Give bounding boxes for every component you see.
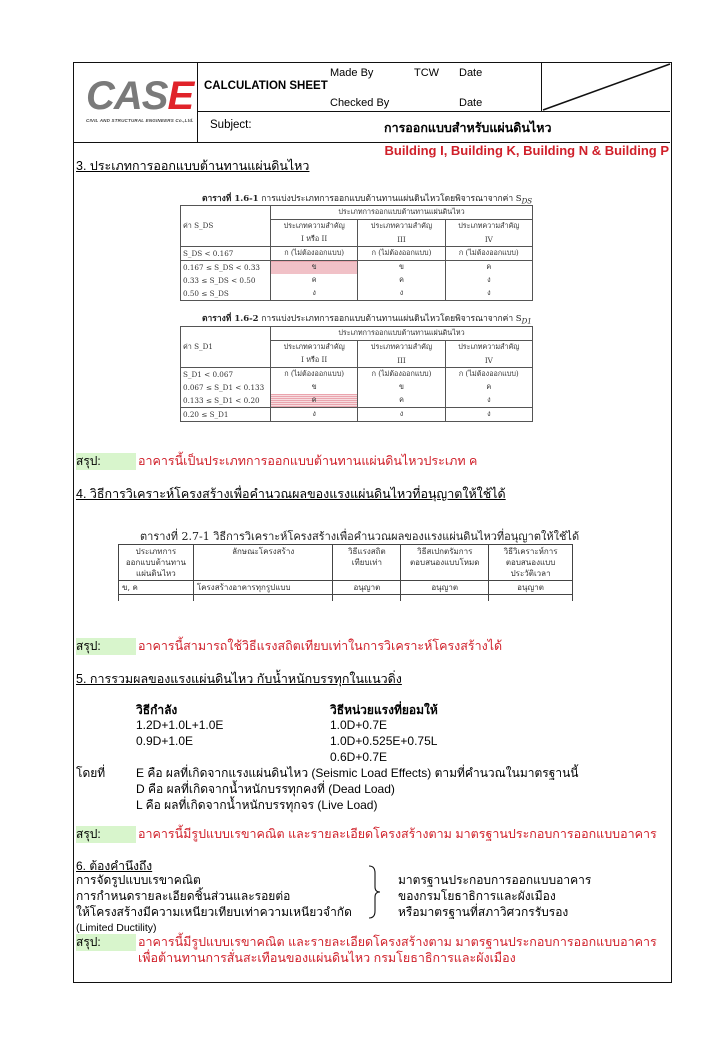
table-1-6-2-caption [202, 311, 532, 326]
caption-subscript: D1 [521, 316, 532, 326]
range-cell: 0.50 ≤ S_DS [181, 287, 271, 301]
sheet-title: CALCULATION SHEET [204, 80, 328, 92]
col-header: ประเภทความสำคัญ [271, 220, 358, 234]
header-line: วิธีแรงสถิต [348, 547, 386, 556]
col-header-sd1: ค่า S_D1 [181, 327, 271, 368]
strength-combo: 1.2D+1.0L+1.0E [136, 718, 224, 732]
standard-reference: ของกรมโยธาธิการและผังเมือง [398, 889, 556, 903]
sheet-header [74, 63, 670, 143]
table-1-6-1 [180, 205, 533, 301]
table-row [181, 381, 533, 394]
permission-cell: อนุญาต [489, 581, 573, 595]
calculation-sheet [73, 62, 672, 983]
logo-red-letter: E [167, 74, 194, 118]
range-cell: 0.20 ≤ S_D1 [181, 408, 271, 422]
asd-combo: 0.6D+0.7E [330, 750, 388, 764]
value-cell: ค [271, 274, 358, 287]
highlighted-cell: ข [271, 261, 358, 275]
company-logo [74, 63, 198, 143]
consideration-item: การจัดรูปแบบเรขาคณิต [76, 873, 201, 887]
checked-date-label: Date [459, 97, 483, 109]
table-row [181, 247, 533, 261]
made-date-label: Date [459, 67, 483, 79]
table-2-7-1 [118, 544, 573, 601]
value-cell: ข [271, 381, 358, 394]
value-cell: ก (ไม่ต้องออกแบบ) [358, 368, 445, 382]
subject-value: การออกแบบสำหรับแผ่นดินไหว [384, 121, 552, 135]
asd-method-header: วิธีหน่วยแรงที่ยอมให้ [330, 703, 438, 717]
col-header: ประเภทความสำคัญ [271, 341, 358, 355]
table-row [181, 394, 533, 408]
col-header-structure-type: ลักษณะโครงสร้าง [193, 545, 333, 581]
group-header: ประเภทการออกแบบต้านทานแผ่นดินไหว [271, 327, 533, 341]
value-cell: ก (ไม่ต้องออกแบบ) [445, 247, 532, 261]
consideration-item: การกำหนดรายละเอียดชิ้นส่วนและรอยต่อ [76, 889, 291, 903]
header-line: เทียบเท่า [351, 558, 383, 567]
caption-number: ตารางที่ 1.6-2 [202, 314, 259, 324]
asd-combo: 1.0D+0.7E [330, 718, 388, 732]
table-1-6-2 [180, 326, 533, 422]
logo-wordmark [86, 76, 193, 116]
caption-number: ตารางที่ 1.6-1 [202, 194, 259, 204]
col-header: I หรือ II [271, 354, 358, 368]
subject-label: Subject: [210, 119, 252, 131]
table-row [181, 261, 533, 275]
logo-gray-letters: CAS [86, 74, 168, 118]
col-header-time-history [489, 545, 573, 581]
permission-cell: อนุญาต [401, 581, 489, 595]
strength-method-header: วิธีกำลัง [136, 703, 178, 717]
where-label: โดยที่ [76, 766, 106, 780]
col-header: ประเภทความสำคัญ [358, 220, 445, 234]
table-row [181, 287, 533, 301]
col-header: I หรือ II [271, 233, 358, 247]
group-header: ประเภทการออกแบบต้านทานแผ่นดินไหว [271, 206, 533, 220]
summary-label: สรุป: [76, 826, 136, 843]
header-line: วิธีวิเคราะห์การ [503, 547, 558, 556]
col-header-modal-response [401, 545, 489, 581]
value-cell: ก (ไม่ต้องออกแบบ) [358, 247, 445, 261]
caption-text: การแบ่งประเภทการออกแบบต้านทานแผ่นดินไหวโดยพิจารณาจากค่า S [261, 194, 522, 204]
section-6-title: 6. ต้องคำนึงถึง [76, 859, 153, 873]
col-header: IV [445, 233, 532, 247]
table-row [181, 408, 533, 422]
range-cell: 0.067 ≤ S_D1 < 0.133 [181, 381, 271, 394]
range-cell: 0.33 ≤ S_DS < 0.50 [181, 274, 271, 287]
made-by-label: Made By [330, 67, 374, 79]
consideration-item: ให้โครงสร้างมีความเหนียวเทียบเท่าความเหนียวจำกัด [76, 905, 352, 919]
consideration-item: (Limited Ductility) [76, 922, 157, 934]
col-header: ประเภทความสำคัญ [358, 341, 445, 355]
value-cell: ง [358, 287, 445, 301]
section-5-summary: อาคารนี้มีรูปแบบเรขาคณิต และรายละเอียดโครงสร้างตาม มาตรฐานประกอบการออกแบบอาคาร [138, 827, 657, 841]
asd-combo: 1.0D+0.525E+0.75L [330, 734, 438, 748]
value-cell: ค [445, 261, 532, 275]
col-header-sds: ค่า S_DS [181, 206, 271, 247]
header-line: ประวัติเวลา [510, 569, 551, 578]
section-4-summary: อาคารนี้สามารถใช้วิธีแรงสถิตเทียบเท่าในการวิเคราะห์โครงสร้างได้ [138, 639, 503, 653]
table-row [181, 368, 533, 382]
header-line: ตอบสนองแบบโหมด [409, 558, 480, 567]
value-cell: ก (ไม่ต้องออกแบบ) [445, 368, 532, 382]
right-brace-icon [368, 865, 382, 919]
structure-type-cell: โครงสร้างอาคารทุกรูปแบบ [193, 581, 333, 595]
col-header: ประเภทความสำคัญ [445, 220, 532, 234]
definition-e: E คือ ผลที่เกิดจากแรงแผ่นดินไหว (Seismic Load Effects) ตามที่คำนวณในมาตรฐานนี้ [136, 766, 579, 780]
value-cell: ง [271, 287, 358, 301]
col-header-equivalent-static [333, 545, 401, 581]
definition-l: L คือ ผลที่เกิดจากน้ำหนักบรรทุกจร (Live Load) [136, 798, 378, 812]
value-cell: ง [445, 287, 532, 301]
standard-reference: หรือมาตรฐานที่สภาวิศวกรรับรอง [398, 905, 569, 919]
logo-subtitle: CIVIL AND STRUCTURAL ENGINEERS Co.,Ltd. [86, 118, 194, 123]
range-cell: S_DS < 0.167 [181, 247, 271, 261]
standard-reference: มาตรฐานประกอบการออกแบบอาคาร [398, 873, 592, 887]
buildings-label: Building I, Building K, Building N & Building P [384, 143, 669, 158]
header-line: ประเภทการ [135, 547, 177, 556]
header-line: วิธีสเปกตรัมการ [417, 547, 473, 556]
diagonal-line-icon [542, 63, 671, 111]
value-cell: ก (ไม่ต้องออกแบบ) [271, 368, 358, 382]
col-header: IV [445, 354, 532, 368]
section-6-summary-line-1: อาคารนี้มีรูปแบบเรขาคณิต และรายละเอียดโครงสร้างตาม มาตรฐานประกอบการออกแบบอาคาร [138, 935, 657, 949]
section-5-title: 5. การรวมผลของแรงแผ่นดินไหว กับน้ำหนักบรรทุกในแนวดิ่ง [76, 672, 402, 686]
section-4-title: 4. วิธีการวิเคราะห์โครงสร้างเพื่อคำนวณผลของแรงแผ่นดินไหวที่อนุญาตให้ใช้ได้ [76, 487, 506, 501]
value-cell: ง [445, 394, 532, 408]
header-line: แผ่นดินไหว [136, 569, 176, 578]
col-header: III [358, 233, 445, 247]
caption-text: การแบ่งประเภทการออกแบบต้านทานแผ่นดินไหวโดยพิจารณาจากค่า S [261, 314, 522, 324]
range-cell: 0.167 ≤ S_DS < 0.33 [181, 261, 271, 275]
range-cell: 0.133 ≤ S_D1 < 0.20 [181, 394, 271, 408]
strength-combo: 0.9D+1.0E [136, 734, 194, 748]
col-header-design-category [119, 545, 194, 581]
value-cell: ง [445, 274, 532, 287]
value-cell: ง [271, 408, 358, 422]
section-6-summary-line-2: เพื่อต้านทานการสั่นสะเทือนของแผ่นดินไหว กรมโยธาธิการและผังเมือง [138, 951, 516, 965]
range-cell: S_D1 < 0.067 [181, 368, 271, 382]
col-header: ประเภทความสำคัญ [445, 341, 532, 355]
summary-label: สรุป: [76, 453, 136, 470]
made-by-value: TCW [414, 67, 440, 79]
value-cell: ง [358, 408, 445, 422]
permission-cell: อนุญาต [333, 581, 401, 595]
section-3-summary: อาคารนี้เป็นประเภทการออกแบบต้านทานแผ่นดินไหวประเภท ค [138, 454, 478, 468]
definition-d: D คือ ผลที่เกิดจากน้ำหนักบรรทุกคงที่ (Dead Load) [136, 782, 395, 796]
checked-by-label: Checked By [330, 97, 390, 109]
header-divider [198, 111, 670, 112]
highlighted-cell: ค [271, 394, 358, 408]
table-row [181, 274, 533, 287]
summary-label: สรุป: [76, 934, 136, 951]
value-cell: ข [358, 261, 445, 275]
design-category-cell: ข, ค [119, 581, 194, 595]
table-row [119, 581, 573, 595]
value-cell: ง [445, 408, 532, 422]
value-cell: ค [358, 274, 445, 287]
value-cell: ค [358, 394, 445, 408]
section-3-title: 3. ประเภทการออกแบบต้านทานแผ่นดินไหว [76, 159, 310, 173]
table-2-7-1-caption: ตารางที่ 2.7-1 วิธีการวิเคราะห์โครงสร้างเพื่อคำนวณผลของแรงแผ่นดินไหวที่อนุญาตให้ใช้ได้ [140, 530, 580, 543]
caption-subscript: DS [521, 196, 533, 206]
value-cell: ข [358, 381, 445, 394]
col-header: III [358, 354, 445, 368]
value-cell: ค [445, 381, 532, 394]
value-cell: ก (ไม่ต้องออกแบบ) [271, 247, 358, 261]
header-line: ออกแบบต้านทาน [125, 558, 186, 567]
summary-label: สรุป: [76, 638, 136, 655]
header-line: ตอบสนองแบบ [505, 558, 556, 567]
table-1-6-1-caption [202, 191, 532, 206]
page-number-cell [541, 63, 670, 111]
